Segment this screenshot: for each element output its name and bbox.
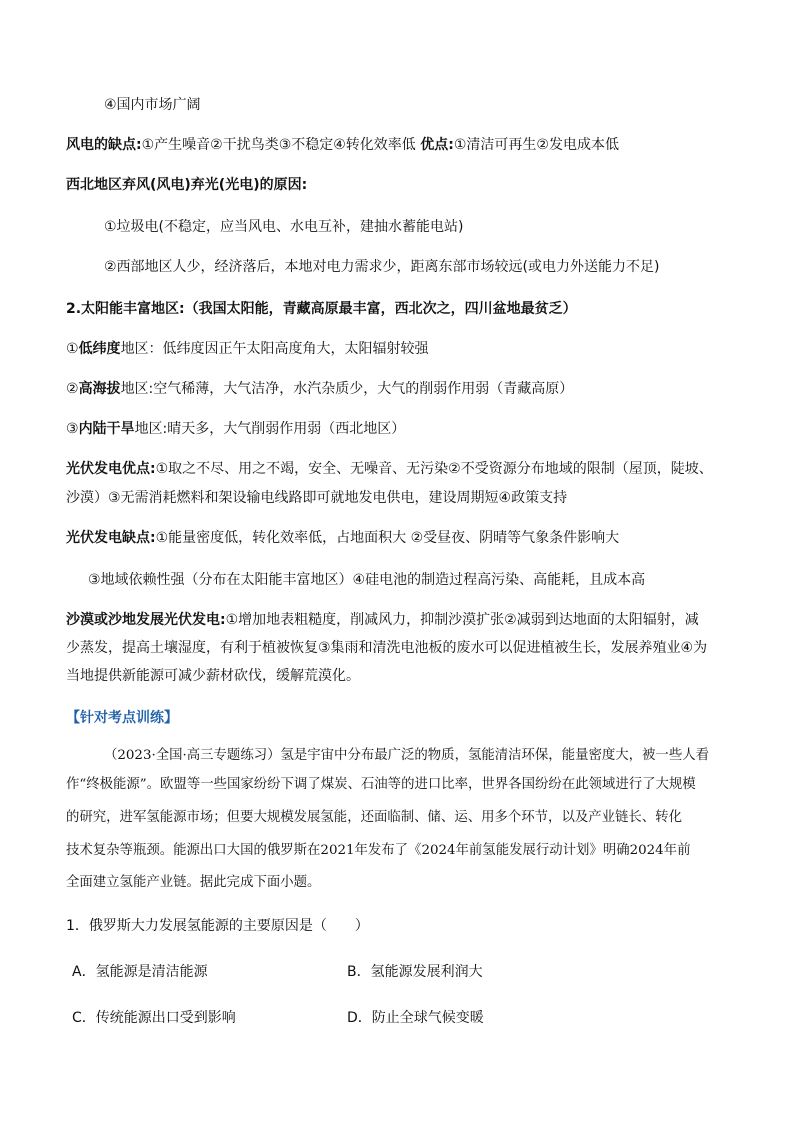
- option-d[interactable]: D．防止全球气候变暖: [347, 1010, 484, 1026]
- high-altitude-key: 高海拔: [78, 381, 121, 397]
- northwest-title: 西北地区弃风(风电)弃光(光电)的原因:: [66, 177, 308, 193]
- wind-pros-cons: [66, 135, 619, 155]
- passage-line-2: 作“终极能源”。欧盟等一些国家纷纷下调了煤炭、石油等的进口比率，世界各国纷纷在此领域进行了大规模: [66, 777, 696, 792]
- pv-disadvantages-line-1: [66, 528, 619, 548]
- option-a[interactable]: A．氢能源是清洁能源: [72, 964, 208, 980]
- dry-inland-line: [66, 419, 405, 439]
- wind-advantages-text: ①清洁可再生②发电成本低: [453, 137, 619, 153]
- option-b[interactable]: B．氢能源发展利润大: [347, 964, 483, 980]
- passage-line-1: （2023·全国·高三专题练习）氢是宇宙中分布最广泛的物质，氢能清洁环保，能量密度大，被一些人看: [104, 748, 709, 763]
- pv-disadvantages-label: 光伏发电缺点:: [66, 530, 156, 546]
- high-altitude-line: [66, 379, 573, 399]
- wind-disadvantages-label: 风电的缺点:: [66, 137, 142, 153]
- pv-advantages-label: 光伏发电优点:: [66, 461, 156, 477]
- desert-pv-line-3: 当地提供新能源可减少薪材砍伐，缓解荒漠化。: [66, 668, 360, 684]
- desert-pv-label: 沙漠或沙地发展光伏发电:: [66, 612, 226, 628]
- desert-pv-line-2: 少蒸发，提高土壤湿度，有利于植被恢复③集雨和清洗电池板的废水可以促进植被生长，发展养殖业④为: [66, 640, 708, 656]
- pv-disadvantages-text-1: ①能量密度低，转化效率低，占地面积大 ②受昼夜、阴晴等气象条件影响大: [155, 530, 620, 546]
- high-altitude-prefix: ②: [66, 381, 79, 397]
- passage-line-5: 全面建立氢能产业链。据此完成下面小题。: [66, 875, 321, 890]
- wind-disadvantages-text: ①产生噪音②干扰鸟类③不稳定④转化效率低: [141, 137, 416, 153]
- training-section-title: 【针对考点训练】: [66, 710, 178, 726]
- question-1: 1．俄罗斯大力发展氢能源的主要原因是（ ）: [66, 918, 369, 934]
- pv-advantages-line-2: 沙漠）③无需消耗燃料和架设输电线路即可就地发电供电，建设周期短④政策支持: [66, 490, 568, 506]
- low-latitude-prefix: ①: [66, 341, 79, 357]
- wind-advantages-label: 优点:: [420, 137, 454, 153]
- pv-disadvantages-line-2: ③地域依赖性强（分布在太阳能丰富地区）④硅电池的制造过程高污染、高能耗，且成本高: [88, 572, 646, 588]
- low-latitude-key: 低纬度: [78, 341, 121, 357]
- northwest-reason-1: ①垃圾电(不稳定，应当风电、水电互补，建抽水蓄能电站): [104, 219, 464, 235]
- passage-line-4: 技术复杂等瓶颈。能源出口大国的俄罗斯在2021年发布了《2024年前氢能发展行动计划》明确2024年前: [66, 843, 691, 858]
- desert-pv-text-1: ①增加地表粗糙度，削减风力，抑制沙漠扩张②减弱到达地面的太阳辐射，减: [225, 612, 699, 628]
- dry-inland-key: 内陆干旱: [78, 421, 135, 437]
- northwest-reason-2: ②西部地区人少，经济落后，本地对电力需求少，距离东部市场较远(或电力外送能力不足): [104, 259, 660, 275]
- solar-heading: 2.太阳能丰富地区:（我国太阳能，青藏高原最丰富，西北次之，四川盆地最贫乏）: [66, 301, 577, 317]
- passage-line-3: 的研究，进军氢能源市场；但要大规模发展氢能，还面临制、储、运、用多个环节，以及产业链长、转化: [66, 810, 682, 825]
- pv-advantages-line-1: [66, 459, 713, 479]
- desert-pv-line-1: [66, 610, 699, 630]
- market-item: ④国内市场广阔: [104, 97, 201, 113]
- option-c[interactable]: C．传统能源出口受到影响: [72, 1010, 236, 1026]
- pv-advantages-text-1: ①取之不尽、用之不竭，安全、无噪音、无污染②不受资源分布地域的限制（屋顶，陡坡、: [155, 461, 713, 477]
- low-latitude-line: [66, 339, 429, 359]
- dry-inland-text: 地区:晴天多，大气削弱作用弱（西北地区）: [134, 421, 406, 437]
- dry-inland-prefix: ③: [66, 421, 79, 437]
- low-latitude-text: 地区：低纬度因正午太阳高度角大，太阳辐射较强: [120, 341, 429, 357]
- high-altitude-text: 地区:空气稀薄，大气洁净，水汽杂质少，大气的削弱作用弱（青藏高原）: [120, 381, 574, 397]
